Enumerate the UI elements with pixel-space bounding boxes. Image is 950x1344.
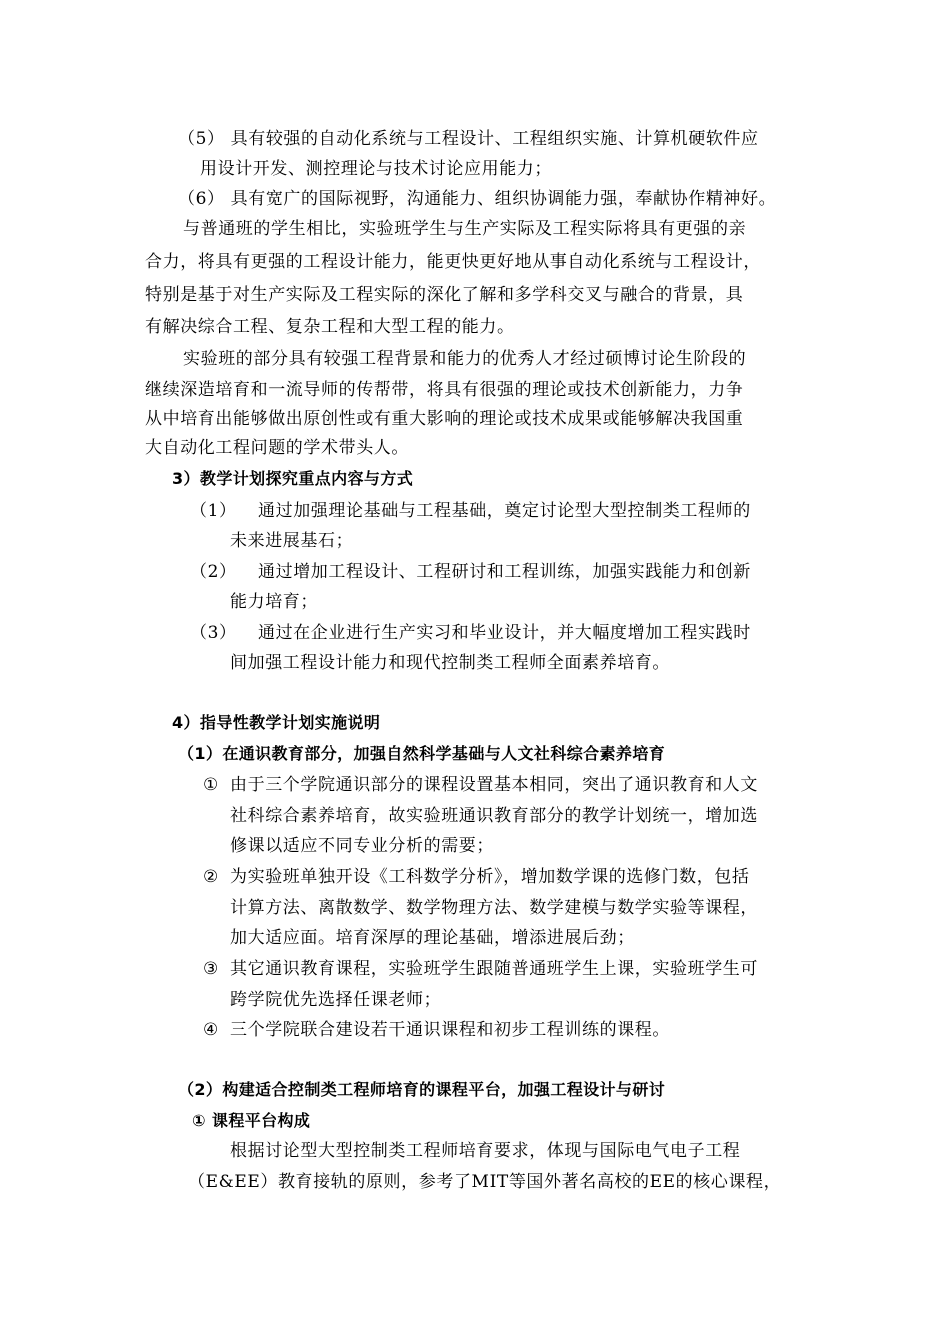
paragraph-2-line: 从中培育出能够做出原创性或有重大影响的理论或技术成果或能够解决我国重	[145, 409, 744, 429]
circled-number-2: ②	[203, 867, 219, 887]
paragraph-1-line: 有解决综合工程、复杂工程和大型工程的能力。	[145, 317, 515, 337]
section-3-item-num: （3）	[190, 623, 237, 643]
section-3-heading: 3）教学计划探究重点内容与方式	[172, 469, 414, 488]
sub1-item-line: 计算方法、离散数学、数学物理方法、数学建模与数学实验等课程，	[230, 898, 758, 918]
paragraph-1-line: 合力，将具有更强的工程设计能力，能更快更好地从事自动化系统与工程设计，	[145, 252, 761, 272]
sub1-item-line: 三个学院联合建设若干通识课程和初步工程训练的课程。	[230, 1020, 670, 1040]
sub2-paragraph-line: （E&EE）教育接轨的原则，参考了MIT等国外著名高校的EE的核心课程，	[188, 1172, 782, 1192]
circled-number-4: ④	[203, 1020, 219, 1040]
section-3-item-num: （1）	[190, 501, 237, 521]
list-item-6: （6） 具有宽广的国际视野，沟通能力、组织协调能力强，奉献协作精神好。	[178, 189, 777, 209]
section-3-item-line: 未来进展基石；	[230, 531, 354, 551]
section-3-item-line: 通过在企业进行生产实习和毕业设计，并大幅度增加工程实践时	[258, 623, 751, 643]
sub1-item-line: 其它通识教育课程，实验班学生跟随普通班学生上课，实验班学生可	[230, 959, 758, 979]
sub1-item-line: 为实验班单独开设《工科数学分析》，增加数学课的选修门数，包括	[230, 867, 750, 887]
section-4-sub2-heading: （2）构建适合控制类工程师培育的课程平台，加强工程设计与研讨	[178, 1080, 666, 1099]
sub1-item-line: 修课以适应不同专业分析的需要；	[230, 836, 494, 856]
sub1-item-line: 由于三个学院通识部分的课程设置基本相同，突出了通识教育和人文	[230, 775, 758, 795]
sub1-item-line: 加大适应面。培育深厚的理论基础，增添进展后劲；	[230, 928, 635, 948]
paragraph-2-line: 继续深造培育和一流导师的传帮带，将具有很强的理论或技术创新能力，力争	[145, 380, 744, 400]
list-item-5-line2: 用设计开发、测控理论与技术讨论应用能力；	[200, 159, 552, 179]
paragraph-1-line: 特别是基于对生产实际及工程实际的深化了解和多学科交叉与融合的背景，具	[145, 285, 744, 305]
section-3-item-num: （2）	[190, 562, 237, 582]
section-3-item-line: 通过增加工程设计、工程研讨和工程训练，加强实践能力和创新	[258, 562, 751, 582]
circled-number-3: ③	[203, 959, 219, 979]
paragraph-2-line: 大自动化工程问题的学术带头人。	[145, 438, 409, 458]
paragraph-2-line: 实验班的部分具有较强工程背景和能力的优秀人才经过硕博讨论生阶段的	[183, 349, 747, 369]
section-3-item-line: 通过加强理论基础与工程基础，奠定讨论型大型控制类工程师的	[258, 501, 751, 521]
list-item-5-line1: （5） 具有较强的自动化系统与工程设计、工程组织实施、计算机硬软件应	[178, 129, 759, 149]
circled-number-1: ①	[203, 775, 219, 795]
sub2-item-heading: ① 课程平台构成	[192, 1111, 311, 1130]
section-4-sub1-heading: （1）在通识教育部分，加强自然科学基础与人文社科综合素养培育	[178, 744, 666, 763]
sub1-item-line: 社科综合素养培育，故实验班通识教育部分的教学计划统一，增加选	[230, 806, 758, 826]
section-4-heading: 4）指导性教学计划实施说明	[172, 713, 381, 732]
paragraph-1-line: 与普通班的学生相比，实验班学生与生产实际及工程实际将具有更强的亲	[183, 219, 747, 239]
sub2-paragraph-line: 根据讨论型大型控制类工程师培育要求，体现与国际电气电子工程	[230, 1141, 741, 1161]
section-3-item-line: 间加强工程设计能力和现代控制类工程师全面素养培育。	[230, 653, 670, 673]
sub1-item-line: 跨学院优先选择任课老师；	[230, 990, 442, 1010]
section-3-item-line: 能力培育；	[230, 592, 318, 612]
